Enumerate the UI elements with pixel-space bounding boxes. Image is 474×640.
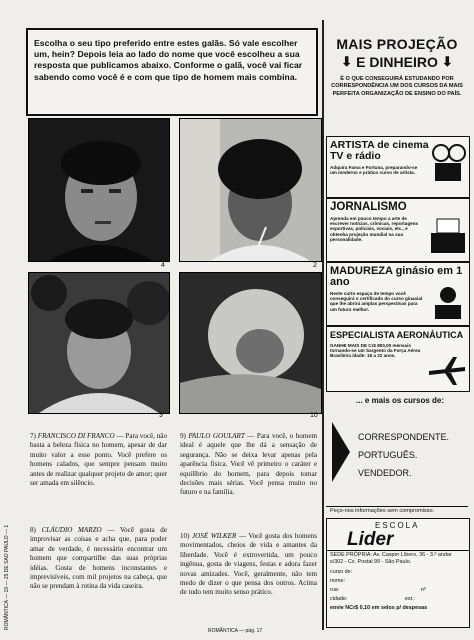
entry-text: — Para você, o homem ideal é aquele que lhe dá a sensação de segurança. Não se deixa levar apenas pela aparência física. Você vê primeiro o caráter e equilíbrio do homem, para depois tomar decisões mais sérias. Você pensa muito no futuro e na família. bbox=[180, 432, 317, 497]
photo-number: 4 bbox=[161, 262, 165, 269]
entry-number: 9) bbox=[180, 432, 186, 440]
student-icon bbox=[429, 285, 467, 321]
arrow-down-icon: ⬇ bbox=[441, 54, 453, 69]
entry-text: — Para você, não basta a beleza física no homem, apesar de dar muito valor a esse ponto. Você prefere os homens calados, que sempre pensam muito antes de realizar qualquer projeto de amor; quer ser amada em silêncio. bbox=[30, 432, 167, 488]
entry-claudio-marzo bbox=[30, 526, 167, 592]
film-camera-icon bbox=[429, 143, 467, 191]
ad-artista-title: ARTISTA de cinema TV e rádio bbox=[330, 139, 429, 162]
ad-headline2: E DINHEIRO bbox=[356, 54, 438, 70]
entry-text: — Você gosta dos homens movimentados, cheios de vida e amantes da liberdade. Você é extrovertida, um pouco ingênua, gosta de viagens, festas e adora fazer novas amizades. Você, geralmente, não tem medo de dizer o que pensa dos outros. Acima de tudo tem muito senso prático. bbox=[180, 532, 317, 597]
typewriter-icon bbox=[429, 213, 467, 257]
column-divider bbox=[322, 20, 324, 630]
ad-madureza-title: MADUREZA ginásio em 1 ano bbox=[330, 265, 463, 288]
ad-aeronautica bbox=[326, 326, 470, 392]
intro-text: Escolha o seu tipo preferido entre estes galãs. Só vale escolher um, hein? Depois leia ao lado do nome que você escolheu a sua resposta que publicamos abaixo. Conforme o galã, você vai ficar sabendo como você é e com que tipo de homem mais combina. bbox=[34, 38, 303, 82]
ad-artista-text: Adquira Fama e Fortuna, preparando-se um moderno e prático curso de artista. bbox=[330, 165, 418, 176]
photo-number: 9 bbox=[159, 412, 163, 419]
course-item: VENDEDOR. bbox=[358, 468, 412, 478]
arrow-right-icon bbox=[330, 422, 352, 482]
ad-mais-cursos: ... e mais os cursos de: bbox=[356, 396, 445, 405]
entry-number: 10) bbox=[180, 532, 190, 540]
ad-jornalismo bbox=[326, 198, 470, 262]
ad-coupon bbox=[326, 518, 470, 628]
entry-paulo-goulart bbox=[180, 432, 317, 498]
photo-claudio-marzo bbox=[28, 272, 170, 414]
page-footer: ROMÂNTICA — pág. 17 bbox=[208, 628, 263, 634]
airplane-icon bbox=[427, 353, 467, 387]
course-item: CORRESPONDENTE. bbox=[358, 432, 450, 442]
form-cidade-label[interactable]: cidade: est.: bbox=[330, 596, 416, 603]
photo-number: 10 bbox=[310, 412, 318, 419]
envie-text: envie NCr$ 0,10 em selos p/ despesas bbox=[330, 605, 428, 612]
ad-madureza bbox=[326, 262, 470, 326]
entry-name: CLÁUDIO MARZO bbox=[41, 526, 102, 534]
photo-paulo-goulart bbox=[179, 118, 322, 262]
entry-number: 8) bbox=[30, 526, 36, 534]
ad-madureza-text: Neste curto espaço de tempo você conseguirá o certificado do curso ginasial que lhe abrirá amplas perspectivas para um futuro melhor. bbox=[330, 291, 423, 312]
ad-subtitle: É O QUE CONSEGUIRÁ ESTUDANDO POR CORRESPONDÊNCIA UM DOS CURSOS DA MAIS PERFEITA ORGANIZAÇÃO DE ENSINO DO PAÍS. bbox=[331, 76, 463, 97]
ad-aero-text: GANHE MAIS DE Cr$ 800,00 mensais tornando-se um Sargento da Força Aérea Brasileira idade: 16 a 22 anos. bbox=[330, 343, 421, 359]
left-margin-text: ROMÂNTICA — 19 — 25 DE SAO PAULO — 1 bbox=[4, 524, 10, 630]
form-rua-label[interactable]: rua: nº bbox=[330, 587, 426, 594]
portrait-man-dark-hair bbox=[29, 119, 169, 261]
entry-francisco-di-franco bbox=[30, 432, 167, 488]
escola-label: ESCOLA bbox=[375, 521, 420, 530]
ad-header bbox=[326, 22, 468, 134]
ad-aero-title: ESPECIALISTA AERONÁUTICA bbox=[330, 330, 464, 340]
entry-text: — Você gosta de improvisar as coisas e acha que, para poder amar de verdade, é necessário encontrar um homem que compartilhe das suas próprias idéias. Gosta de homens inconstantes e imprevisíveis, com mil projetos na cabeça, que não se prendam à rotina da vida caseira. bbox=[30, 526, 167, 591]
entry-name: PAULO GOULART bbox=[188, 432, 245, 440]
ad-jornalismo-title: JORNALISMO bbox=[330, 201, 407, 213]
photo-francisco-di-franco bbox=[28, 118, 170, 262]
portrait-man-curly-hair bbox=[180, 119, 321, 261]
ad-headline1: MAIS PROJEÇÃO bbox=[336, 36, 458, 52]
ad-panel bbox=[326, 22, 470, 632]
entry-number: 7) bbox=[30, 432, 36, 440]
ad-pedido: Peço-nos informações sem compromisso. bbox=[330, 508, 435, 514]
form-curso-label[interactable]: curso de: bbox=[330, 569, 353, 576]
arrow-down-icon: ⬇ bbox=[341, 54, 353, 69]
sede-text: SEDE PRÓPRIA: Av. Casper Líbero, 36 - 3.º andar s/302 - Cx. Postal 99 - São Paulo. bbox=[327, 550, 469, 566]
course-item: PORTUGUÊS. bbox=[358, 450, 418, 460]
portrait-man-long-hair bbox=[180, 273, 321, 413]
ad-jornalismo-text: Aprenda em pouco tempo a arte de escrever notícias, crônicas, reportagens esportivas, policiais, sociais, etc., e obtenha projeção mundial na sua personalidade. bbox=[330, 216, 419, 242]
photo-number: 2 bbox=[313, 262, 317, 269]
portrait-man-foliage bbox=[29, 273, 169, 413]
ad-artista bbox=[326, 136, 470, 198]
form-nome-label[interactable]: nome: bbox=[330, 578, 345, 585]
ad-courses bbox=[326, 408, 468, 502]
entry-name: FRANCISCO DI FRANCO bbox=[37, 432, 115, 440]
entry-name: JOSÉ WILKER bbox=[192, 532, 237, 540]
photo-jose-wilker bbox=[179, 272, 322, 414]
lider-logo: Lider bbox=[347, 529, 394, 550]
entry-jose-wilker bbox=[180, 532, 317, 598]
